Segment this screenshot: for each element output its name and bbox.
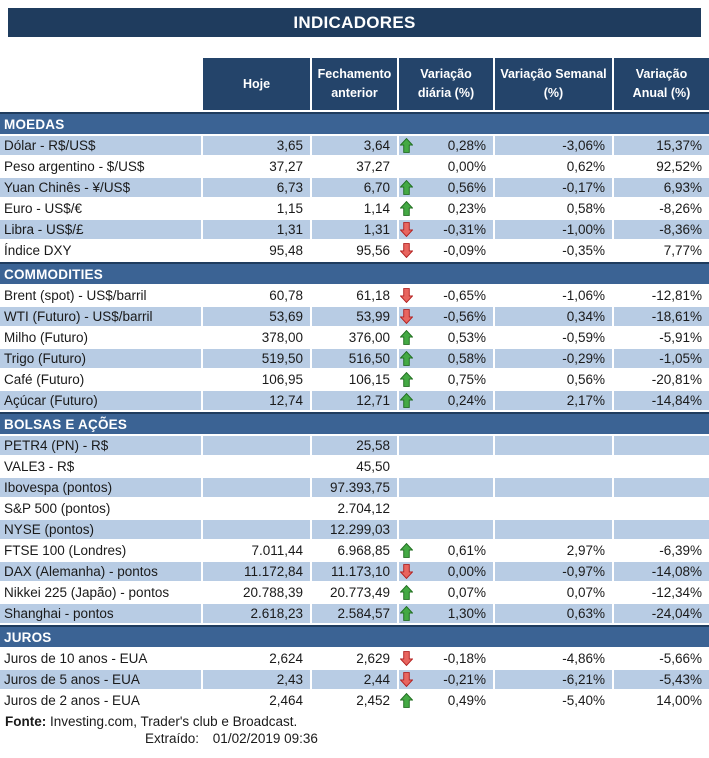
variacao-anual-value: 15,37% (614, 136, 709, 155)
variacao-diaria-value: -0,09% (443, 243, 486, 258)
hoje-value: 60,78 (203, 286, 310, 305)
fechamento-anterior-value: 2,629 (312, 649, 397, 668)
page-title: INDICADORES (293, 12, 416, 32)
section-header-bolsas-e-acoes (0, 412, 709, 434)
up-arrow-icon (400, 138, 413, 153)
indicator-label: NYSE (pontos) (0, 520, 201, 539)
hoje-value: 378,00 (203, 328, 310, 347)
indicator-label: VALE3 - R$ (0, 457, 201, 476)
variacao-anual-value: -14,84% (614, 391, 709, 410)
variacao-anual-value (614, 436, 709, 455)
fechamento-anterior-value: 2,452 (312, 691, 397, 710)
up-arrow-icon (400, 543, 413, 558)
fechamento-anterior-value: 2.704,12 (312, 499, 397, 518)
table-row (0, 499, 709, 518)
variacao-anual-value (614, 520, 709, 539)
indicators-report (0, 8, 709, 746)
down-arrow-icon (400, 564, 413, 579)
indicator-label: Ibovespa (pontos) (0, 478, 201, 497)
column-header-fechamento: Fechamento anterior (312, 58, 397, 110)
variacao-diaria-cell (399, 541, 493, 560)
table-row (0, 562, 709, 581)
fechamento-anterior-value: 1,14 (312, 199, 397, 218)
indicator-label: Juros de 10 anos - EUA (0, 649, 201, 668)
table-row (0, 136, 709, 155)
variacao-diaria-cell (399, 286, 493, 305)
down-arrow-icon (400, 243, 413, 258)
table-row (0, 307, 709, 326)
variacao-diaria-value: 0,28% (447, 138, 486, 153)
variacao-semanal-value: 0,62% (495, 157, 612, 176)
arrow-slot (400, 459, 414, 475)
variacao-anual-value: -5,43% (614, 670, 709, 689)
hoje-value: 7.011,44 (203, 541, 310, 560)
hoje-value (203, 457, 310, 476)
variacao-diaria-value: 0,07% (447, 585, 486, 600)
fechamento-anterior-value: 6.968,85 (312, 541, 397, 560)
variacao-semanal-value (495, 478, 612, 497)
hoje-value: 1,31 (203, 220, 310, 239)
down-arrow-icon (400, 222, 413, 237)
indicator-label: S&P 500 (pontos) (0, 499, 201, 518)
indicator-label: Brent (spot) - US$/barril (0, 286, 201, 305)
indicator-label: PETR4 (PN) - R$ (0, 436, 201, 455)
indicator-label: Euro - US$/€ (0, 199, 201, 218)
down-arrow-icon (400, 288, 413, 303)
fechamento-anterior-value: 376,00 (312, 328, 397, 347)
up-arrow-icon (400, 330, 413, 345)
fechamento-anterior-value: 1,31 (312, 220, 397, 239)
variacao-anual-value: -8,36% (614, 220, 709, 239)
extracted-label: Extraído: (145, 731, 200, 746)
arrow-slot (400, 651, 414, 667)
variacao-diaria-value: 0,61% (447, 543, 486, 558)
hoje-value: 2,43 (203, 670, 310, 689)
variacao-diaria-cell (399, 649, 493, 668)
indicator-label: WTI (Futuro) - US$/barril (0, 307, 201, 326)
variacao-diaria-cell (399, 370, 493, 389)
variacao-semanal-value: 0,34% (495, 307, 612, 326)
arrow-slot (400, 288, 414, 304)
arrow-slot (400, 693, 414, 709)
indicator-label: Yuan Chinês - ¥/US$ (0, 178, 201, 197)
indicator-label: Shanghai - pontos (0, 604, 201, 623)
hoje-value: 11.172,84 (203, 562, 310, 581)
fechamento-anterior-value: 12.299,03 (312, 520, 397, 539)
hoje-value (203, 499, 310, 518)
variacao-diaria-value: 0,53% (447, 330, 486, 345)
variacao-diaria-value: -0,56% (443, 309, 486, 324)
variacao-semanal-value: -3,06% (495, 136, 612, 155)
variacao-diaria-cell (399, 499, 493, 518)
arrow-slot (400, 480, 414, 496)
indicator-label: Café (Futuro) (0, 370, 201, 389)
arrow-slot (400, 501, 414, 517)
variacao-semanal-value: -0,59% (495, 328, 612, 347)
hoje-value: 37,27 (203, 157, 310, 176)
arrow-slot (400, 372, 414, 388)
fechamento-anterior-value: 12,71 (312, 391, 397, 410)
variacao-diaria-value: 0,00% (447, 564, 486, 579)
indicator-label: Libra - US$/£ (0, 220, 201, 239)
variacao-semanal-value: -0,35% (495, 241, 612, 260)
section-title: COMMODITIES (4, 266, 103, 282)
variacao-diaria-cell (399, 478, 493, 497)
fechamento-anterior-value: 97.393,75 (312, 478, 397, 497)
fechamento-anterior-value: 45,50 (312, 457, 397, 476)
hoje-value: 2.618,23 (203, 604, 310, 623)
table-row (0, 691, 709, 710)
section-title: BOLSAS E AÇÕES (4, 416, 128, 432)
section-header-moedas (0, 112, 709, 134)
variacao-diaria-cell (399, 157, 493, 176)
variacao-anual-value: -14,08% (614, 562, 709, 581)
down-arrow-icon (400, 309, 413, 324)
variacao-diaria-value: -0,31% (443, 222, 486, 237)
hoje-value: 53,69 (203, 307, 310, 326)
variacao-anual-value: -12,81% (614, 286, 709, 305)
variacao-semanal-value: -5,40% (495, 691, 612, 710)
table-row (0, 286, 709, 305)
variacao-diaria-value: 0,24% (447, 393, 486, 408)
fechamento-anterior-value: 516,50 (312, 349, 397, 368)
indicator-label: Juros de 5 anos - EUA (0, 670, 201, 689)
arrow-slot (400, 138, 414, 154)
hoje-value (203, 436, 310, 455)
indicator-label: Nikkei 225 (Japão) - pontos (0, 583, 201, 602)
variacao-semanal-value (495, 520, 612, 539)
extracted-timestamp: 01/02/2019 09:36 (212, 731, 318, 746)
table-row (0, 649, 709, 668)
extracted-line (0, 731, 709, 746)
arrow-slot (400, 393, 414, 409)
hoje-value: 2,624 (203, 649, 310, 668)
fechamento-anterior-value: 106,15 (312, 370, 397, 389)
column-header-variacao-diaria: Variação diária (%) (399, 58, 493, 110)
hoje-value: 1,15 (203, 199, 310, 218)
variacao-anual-value: -6,39% (614, 541, 709, 560)
table-row (0, 157, 709, 176)
up-arrow-icon (400, 180, 413, 195)
down-arrow-icon (400, 672, 413, 687)
hoje-value: 20.788,39 (203, 583, 310, 602)
variacao-semanal-value (495, 457, 612, 476)
variacao-diaria-cell (399, 670, 493, 689)
variacao-anual-value (614, 457, 709, 476)
variacao-semanal-value: 0,07% (495, 583, 612, 602)
up-arrow-icon (400, 393, 413, 408)
fechamento-anterior-value: 95,56 (312, 241, 397, 260)
variacao-semanal-value: -1,06% (495, 286, 612, 305)
column-header-hoje: Hoje (203, 58, 310, 110)
variacao-anual-value: -5,91% (614, 328, 709, 347)
variacao-diaria-cell (399, 520, 493, 539)
arrow-slot (400, 585, 414, 601)
table-row (0, 391, 709, 410)
variacao-diaria-value: 1,30% (447, 606, 486, 621)
variacao-anual-value: 6,93% (614, 178, 709, 197)
variacao-semanal-value: -0,29% (495, 349, 612, 368)
arrow-slot (400, 309, 414, 325)
table-row (0, 604, 709, 623)
variacao-semanal-value: 0,56% (495, 370, 612, 389)
up-arrow-icon (400, 372, 413, 387)
fechamento-anterior-value: 2.584,57 (312, 604, 397, 623)
hoje-value: 2,464 (203, 691, 310, 710)
variacao-diaria-cell (399, 178, 493, 197)
table-row (0, 541, 709, 560)
variacao-diaria-cell (399, 328, 493, 347)
report-title-bar (8, 8, 701, 37)
indicator-label: Milho (Futuro) (0, 328, 201, 347)
indicator-label: Peso argentino - $/US$ (0, 157, 201, 176)
variacao-semanal-value: -1,00% (495, 220, 612, 239)
arrow-slot (400, 522, 414, 538)
table-row (0, 241, 709, 260)
variacao-diaria-cell (399, 307, 493, 326)
fechamento-anterior-value: 20.773,49 (312, 583, 397, 602)
variacao-anual-value: -20,81% (614, 370, 709, 389)
report-footer (0, 714, 709, 746)
variacao-diaria-value: -0,65% (443, 288, 486, 303)
table-row (0, 436, 709, 455)
section-header-commodities (0, 262, 709, 284)
variacao-diaria-value: 0,58% (447, 351, 486, 366)
table-row (0, 457, 709, 476)
up-arrow-icon (400, 585, 413, 600)
table-row (0, 220, 709, 239)
variacao-diaria-cell (399, 241, 493, 260)
up-arrow-icon (400, 606, 413, 621)
table-row (0, 478, 709, 497)
variacao-diaria-cell (399, 136, 493, 155)
column-header-row (0, 58, 709, 110)
variacao-diaria-value: 0,75% (447, 372, 486, 387)
column-header-spacer (0, 58, 201, 110)
variacao-diaria-cell (399, 391, 493, 410)
section-header-juros (0, 625, 709, 647)
hoje-value: 95,48 (203, 241, 310, 260)
variacao-diaria-cell (399, 583, 493, 602)
variacao-anual-value (614, 478, 709, 497)
indicator-label: DAX (Alemanha) - pontos (0, 562, 201, 581)
variacao-diaria-cell (399, 691, 493, 710)
up-arrow-icon (400, 351, 413, 366)
variacao-diaria-cell (399, 436, 493, 455)
variacao-diaria-value: 0,56% (447, 180, 486, 195)
indicator-label: Açúcar (Futuro) (0, 391, 201, 410)
hoje-value: 6,73 (203, 178, 310, 197)
variacao-anual-value: 14,00% (614, 691, 709, 710)
indicator-label: Juros de 2 anos - EUA (0, 691, 201, 710)
variacao-semanal-value: 2,17% (495, 391, 612, 410)
arrow-slot (400, 606, 414, 622)
hoje-value: 3,65 (203, 136, 310, 155)
hoje-value: 106,95 (203, 370, 310, 389)
variacao-semanal-value: 0,58% (495, 199, 612, 218)
variacao-diaria-cell (399, 457, 493, 476)
table-row (0, 328, 709, 347)
arrow-slot (400, 243, 414, 259)
source-line (0, 714, 709, 729)
variacao-diaria-value: -0,18% (443, 651, 486, 666)
arrow-slot (400, 159, 414, 175)
variacao-diaria-value: 0,23% (447, 201, 486, 216)
fechamento-anterior-value: 2,44 (312, 670, 397, 689)
variacao-semanal-value: 2,97% (495, 541, 612, 560)
table-row (0, 178, 709, 197)
variacao-semanal-value: -0,97% (495, 562, 612, 581)
variacao-anual-value: -1,05% (614, 349, 709, 368)
hoje-value: 12,74 (203, 391, 310, 410)
variacao-anual-value: 7,77% (614, 241, 709, 260)
section-title: JUROS (4, 629, 52, 645)
up-arrow-icon (400, 693, 413, 708)
variacao-anual-value: 92,52% (614, 157, 709, 176)
source-label: Fonte: (5, 714, 47, 729)
source-text: Investing.com, Trader's club e Broadcast. (50, 714, 298, 729)
variacao-diaria-value: 0,49% (447, 693, 486, 708)
arrow-slot (400, 201, 414, 217)
variacao-diaria-value: 0,00% (447, 159, 486, 174)
variacao-semanal-value (495, 436, 612, 455)
fechamento-anterior-value: 25,58 (312, 436, 397, 455)
variacao-semanal-value (495, 499, 612, 518)
column-header-variacao-semanal: Variação Semanal (%) (495, 58, 612, 110)
column-header-variacao-anual: Variação Anual (%) (614, 58, 709, 110)
variacao-anual-value: -24,04% (614, 604, 709, 623)
down-arrow-icon (400, 651, 413, 666)
variacao-anual-value: -5,66% (614, 649, 709, 668)
table-row (0, 583, 709, 602)
fechamento-anterior-value: 6,70 (312, 178, 397, 197)
table-row (0, 670, 709, 689)
arrow-slot (400, 438, 414, 454)
fechamento-anterior-value: 11.173,10 (312, 562, 397, 581)
table-row (0, 520, 709, 539)
variacao-diaria-cell (399, 604, 493, 623)
table-row (0, 199, 709, 218)
arrow-slot (400, 564, 414, 580)
variacao-anual-value: -12,34% (614, 583, 709, 602)
fechamento-anterior-value: 61,18 (312, 286, 397, 305)
variacao-semanal-value: -0,17% (495, 178, 612, 197)
hoje-value (203, 520, 310, 539)
variacao-semanal-value: -4,86% (495, 649, 612, 668)
arrow-slot (400, 330, 414, 346)
up-arrow-icon (400, 201, 413, 216)
table-row (0, 349, 709, 368)
fechamento-anterior-value: 37,27 (312, 157, 397, 176)
variacao-anual-value: -8,26% (614, 199, 709, 218)
variacao-anual-value: -18,61% (614, 307, 709, 326)
arrow-slot (400, 543, 414, 559)
variacao-semanal-value: -6,21% (495, 670, 612, 689)
arrow-slot (400, 351, 414, 367)
fechamento-anterior-value: 53,99 (312, 307, 397, 326)
table-body (0, 112, 709, 710)
section-title: MOEDAS (4, 116, 65, 132)
arrow-slot (400, 180, 414, 196)
variacao-diaria-cell (399, 349, 493, 368)
hoje-value: 519,50 (203, 349, 310, 368)
variacao-diaria-cell (399, 220, 493, 239)
arrow-slot (400, 222, 414, 238)
indicator-label: Índice DXY (0, 241, 201, 260)
variacao-diaria-cell (399, 562, 493, 581)
table-row (0, 370, 709, 389)
variacao-diaria-cell (399, 199, 493, 218)
indicator-label: FTSE 100 (Londres) (0, 541, 201, 560)
arrow-slot (400, 672, 414, 688)
variacao-semanal-value: 0,63% (495, 604, 612, 623)
hoje-value (203, 478, 310, 497)
fechamento-anterior-value: 3,64 (312, 136, 397, 155)
indicator-label: Trigo (Futuro) (0, 349, 201, 368)
variacao-anual-value (614, 499, 709, 518)
variacao-diaria-value: -0,21% (443, 672, 486, 687)
indicator-label: Dólar - R$/US$ (0, 136, 201, 155)
